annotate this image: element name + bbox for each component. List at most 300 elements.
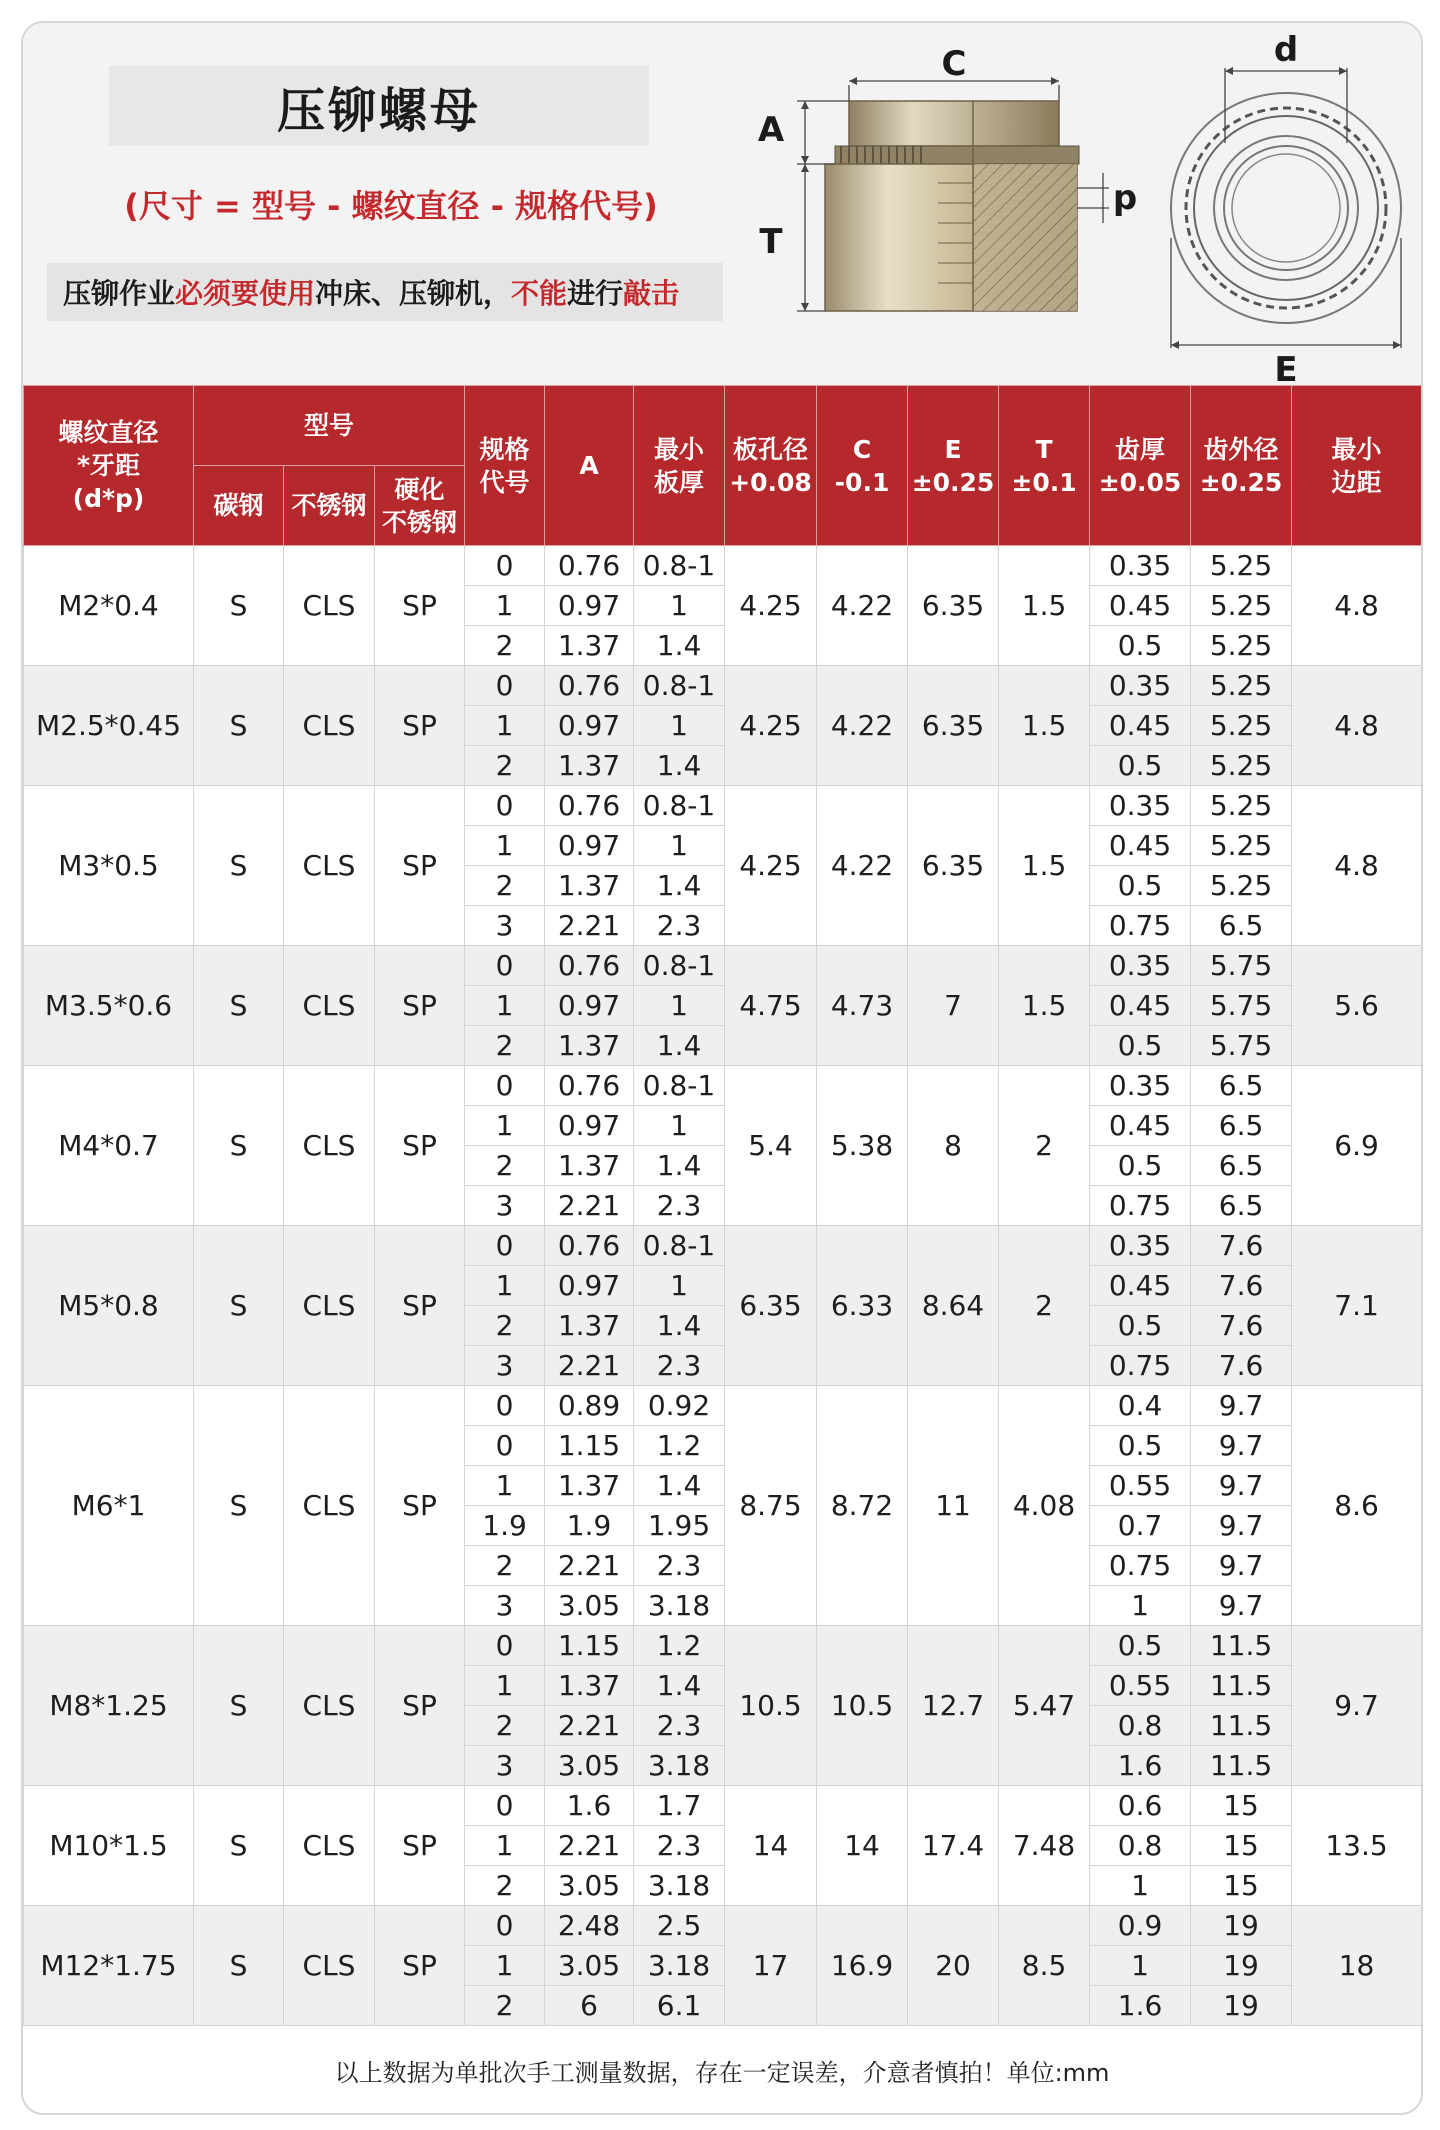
cell-min-plate: 1 (634, 826, 725, 866)
cell-code: 3 (465, 906, 545, 946)
cell-code: 2 (465, 1306, 545, 1346)
cell-code: 3 (465, 1586, 545, 1626)
cell-t: 1.5 (999, 546, 1090, 666)
cell-a: 1.37 (545, 626, 634, 666)
cell-tooth-thick: 1 (1090, 1946, 1191, 1986)
warning-part-4: 不能 (511, 277, 568, 310)
cell-code: 2 (465, 1986, 545, 2026)
cell-min-plate: 0.8-1 (634, 1066, 725, 1106)
cell-e: 8.64 (908, 1226, 999, 1386)
cell-e: 20 (908, 1906, 999, 2026)
cell-tooth-od: 11.5 (1191, 1746, 1292, 1786)
cell-t: 1.5 (999, 786, 1090, 946)
cell-tooth-thick: 0.55 (1090, 1666, 1191, 1706)
cell-min-plate: 2.5 (634, 1906, 725, 1946)
cell-code: 2 (465, 1706, 545, 1746)
cell-t: 8.5 (999, 1906, 1090, 2026)
cell-tooth-od: 7.6 (1191, 1226, 1292, 1266)
cell-tooth-od: 7.6 (1191, 1266, 1292, 1306)
cell-a: 0.97 (545, 1106, 634, 1146)
cell-tooth-od: 11.5 (1191, 1626, 1292, 1666)
cell-code: 1 (465, 1666, 545, 1706)
table-row (24, 1906, 1422, 1946)
cell-carbon: S (194, 666, 284, 786)
cell-hardened: SP (375, 1906, 465, 2026)
cell-a: 1.37 (545, 1306, 634, 1346)
cell-tooth-od: 9.7 (1191, 1546, 1292, 1586)
cell-tooth-od: 6.5 (1191, 1106, 1292, 1146)
cell-a: 0.97 (545, 986, 634, 1026)
cell-code: 1 (465, 986, 545, 1026)
th-min-edge: 最小 边距 (1292, 386, 1422, 546)
cell-min-plate: 2.3 (634, 1546, 725, 1586)
cell-hardened: SP (375, 1066, 465, 1226)
cell-hole: 17 (725, 1906, 817, 2026)
spec-group (24, 666, 1422, 786)
cell-tooth-od: 5.75 (1191, 1026, 1292, 1066)
cell-min-edge: 6.9 (1292, 1066, 1422, 1226)
cell-code: 2 (465, 626, 545, 666)
cell-tooth-thick: 0.8 (1090, 1826, 1191, 1866)
cell-code: 0 (465, 666, 545, 706)
cell-carbon: S (194, 786, 284, 946)
cell-tooth-od: 19 (1191, 1946, 1292, 1986)
cell-t: 1.5 (999, 666, 1090, 786)
cell-tooth-od: 6.5 (1191, 1066, 1292, 1106)
table-row (24, 1386, 1422, 1426)
cell-stainless: CLS (284, 546, 375, 666)
cell-code: 1.9 (465, 1506, 545, 1546)
cell-min-plate: 1 (634, 586, 725, 626)
th-hole: 板孔径 +0.08 (725, 386, 817, 546)
cell-code: 1 (465, 1466, 545, 1506)
cell-e: 7 (908, 946, 999, 1066)
cell-a: 0.97 (545, 1266, 634, 1306)
cell-hole: 4.75 (725, 946, 817, 1066)
cell-min-edge: 4.8 (1292, 666, 1422, 786)
cell-hole: 4.25 (725, 546, 817, 666)
cell-tooth-od: 5.25 (1191, 866, 1292, 906)
cell-c: 4.22 (817, 666, 908, 786)
cell-min-edge: 13.5 (1292, 1786, 1422, 1906)
cell-tooth-od: 5.25 (1191, 826, 1292, 866)
cell-min-plate: 1.4 (634, 1306, 725, 1346)
title-box (109, 66, 649, 146)
cell-min-plate: 1 (634, 706, 725, 746)
spec-group (24, 946, 1422, 1066)
warning-part-5: 进行 (567, 277, 624, 310)
cell-tooth-od: 11.5 (1191, 1706, 1292, 1746)
cell-min-plate: 1.4 (634, 626, 725, 666)
cell-stainless: CLS (284, 666, 375, 786)
cell-min-plate: 1.2 (634, 1626, 725, 1666)
cell-tooth-thick: 0.35 (1090, 1226, 1191, 1266)
cell-tooth-thick: 0.9 (1090, 1906, 1191, 1946)
cell-tooth-thick: 0.35 (1090, 1066, 1191, 1106)
cell-code: 2 (465, 866, 545, 906)
cell-min-plate: 3.18 (634, 1746, 725, 1786)
cell-code: 1 (465, 1106, 545, 1146)
label-p: p (1112, 178, 1138, 218)
cell-c: 4.22 (817, 546, 908, 666)
cell-min-plate: 1 (634, 1266, 725, 1306)
spec-group (24, 1626, 1422, 1786)
cell-c: 6.33 (817, 1226, 908, 1386)
cell-stainless: CLS (284, 1066, 375, 1226)
cell-a: 2.21 (545, 1546, 634, 1586)
cell-a: 3.05 (545, 1946, 634, 1986)
cell-code: 0 (465, 1426, 545, 1466)
cell-min-plate: 1.2 (634, 1426, 725, 1466)
top-view (1171, 30, 1401, 385)
size-formula: (尺寸 = 型号 - 螺纹直径 - 规格代号) (124, 187, 658, 225)
cell-code: 0 (465, 1226, 545, 1266)
cell-tooth-od: 5.25 (1191, 546, 1292, 586)
header-panel (23, 23, 1421, 385)
table-row (24, 546, 1422, 586)
nut-diagram (733, 23, 1421, 385)
cell-tooth-thick: 0.45 (1090, 586, 1191, 626)
table-row (24, 1226, 1422, 1266)
cell-stainless: CLS (284, 786, 375, 946)
cell-a: 0.97 (545, 586, 634, 626)
spec-group (24, 546, 1422, 666)
th-c: C -0.1 (817, 386, 908, 546)
cell-thread: M4*0.7 (24, 1066, 194, 1226)
cell-tooth-od: 5.75 (1191, 986, 1292, 1026)
cell-a: 1.37 (545, 746, 634, 786)
cell-min-edge: 18 (1292, 1906, 1422, 2026)
cell-tooth-thick: 0.75 (1090, 906, 1191, 946)
cell-c: 5.38 (817, 1066, 908, 1226)
cell-tooth-thick: 0.6 (1090, 1786, 1191, 1826)
spec-card (21, 21, 1423, 2115)
cell-carbon: S (194, 1066, 284, 1226)
cell-a: 1.6 (545, 1786, 634, 1826)
cell-hardened: SP (375, 546, 465, 666)
cell-c: 16.9 (817, 1906, 908, 2026)
cell-min-plate: 1.4 (634, 746, 725, 786)
cell-tooth-thick: 0.5 (1090, 1426, 1191, 1466)
cell-thread: M3*0.5 (24, 786, 194, 946)
cell-code: 0 (465, 546, 545, 586)
table-row (24, 1786, 1422, 1826)
cell-tooth-thick: 0.5 (1090, 746, 1191, 786)
cell-min-plate: 1.4 (634, 1666, 725, 1706)
cell-a: 1.37 (545, 1466, 634, 1506)
cell-tooth-thick: 0.35 (1090, 546, 1191, 586)
table-row (24, 946, 1422, 986)
th-stainless: 不锈钢 (284, 466, 375, 546)
warning-part-3: 冲床、压铆机， (315, 277, 512, 310)
table-row (24, 666, 1422, 706)
cell-a: 6 (545, 1986, 634, 2026)
cell-hardened: SP (375, 1626, 465, 1786)
cell-tooth-thick: 1 (1090, 1586, 1191, 1626)
cell-min-plate: 0.8-1 (634, 1226, 725, 1266)
cell-thread: M12*1.75 (24, 1906, 194, 2026)
spec-group (24, 1066, 1422, 1226)
th-e: E ±0.25 (908, 386, 999, 546)
cell-tooth-od: 19 (1191, 1986, 1292, 2026)
cell-min-plate: 1.4 (634, 1466, 725, 1506)
label-a: A (757, 110, 785, 150)
cell-thread: M5*0.8 (24, 1226, 194, 1386)
cell-code: 1 (465, 1946, 545, 1986)
cell-a: 2.21 (545, 1706, 634, 1746)
cell-min-plate: 0.8-1 (634, 946, 725, 986)
cell-min-plate: 3.18 (634, 1866, 725, 1906)
cell-a: 1.15 (545, 1626, 634, 1666)
cell-tooth-od: 6.5 (1191, 1186, 1292, 1226)
cell-carbon: S (194, 1786, 284, 1906)
cell-carbon: S (194, 1386, 284, 1626)
cell-e: 6.35 (908, 666, 999, 786)
cell-a: 0.76 (545, 666, 634, 706)
cell-tooth-thick: 0.35 (1090, 946, 1191, 986)
cell-tooth-thick: 0.5 (1090, 1026, 1191, 1066)
cell-tooth-od: 15 (1191, 1866, 1292, 1906)
cell-tooth-thick: 0.5 (1090, 1306, 1191, 1346)
cell-min-edge: 7.1 (1292, 1226, 1422, 1386)
cell-code: 0 (465, 1906, 545, 1946)
cell-tooth-thick: 0.7 (1090, 1506, 1191, 1546)
th-tooth-od: 齿外径 ±0.25 (1191, 386, 1292, 546)
cell-code: 1 (465, 706, 545, 746)
cell-tooth-od: 5.25 (1191, 586, 1292, 626)
cell-tooth-thick: 0.45 (1090, 1106, 1191, 1146)
cell-e: 6.35 (908, 546, 999, 666)
cell-hardened: SP (375, 786, 465, 946)
cell-tooth-od: 9.7 (1191, 1586, 1292, 1626)
cell-tooth-thick: 1 (1090, 1866, 1191, 1906)
cell-hole: 4.25 (725, 666, 817, 786)
cell-a: 0.76 (545, 1226, 634, 1266)
cell-a: 1.37 (545, 866, 634, 906)
side-view (758, 44, 1137, 311)
cell-min-edge: 8.6 (1292, 1386, 1422, 1626)
cell-a: 2.21 (545, 1186, 634, 1226)
cell-tooth-od: 7.6 (1191, 1346, 1292, 1386)
cell-min-plate: 2.3 (634, 1186, 725, 1226)
cell-thread: M2*0.4 (24, 546, 194, 666)
cell-tooth-thick: 0.4 (1090, 1386, 1191, 1426)
cell-carbon: S (194, 946, 284, 1066)
cell-thread: M2.5*0.45 (24, 666, 194, 786)
cell-tooth-od: 5.25 (1191, 626, 1292, 666)
label-t: T (759, 222, 783, 262)
table-row (24, 1066, 1422, 1106)
cell-a: 2.48 (545, 1906, 634, 1946)
cell-hole: 5.4 (725, 1066, 817, 1226)
cell-e: 11 (908, 1386, 999, 1626)
cell-a: 0.97 (545, 826, 634, 866)
cell-c: 4.22 (817, 786, 908, 946)
cell-hole: 4.25 (725, 786, 817, 946)
cell-stainless: CLS (284, 1906, 375, 2026)
cell-code: 2 (465, 1866, 545, 1906)
cell-code: 1 (465, 1826, 545, 1866)
cell-t: 1.5 (999, 946, 1090, 1066)
cell-e: 6.35 (908, 786, 999, 946)
cell-hole: 8.75 (725, 1386, 817, 1626)
cell-tooth-thick: 0.8 (1090, 1706, 1191, 1746)
cell-tooth-od: 19 (1191, 1906, 1292, 1946)
spec-table (23, 385, 1422, 2026)
cell-tooth-thick: 0.5 (1090, 1146, 1191, 1186)
cell-tooth-od: 7.6 (1191, 1306, 1292, 1346)
cell-thread: M3.5*0.6 (24, 946, 194, 1066)
th-a: A (545, 386, 634, 546)
cell-hardened: SP (375, 666, 465, 786)
cell-tooth-thick: 0.55 (1090, 1466, 1191, 1506)
cell-min-plate: 0.8-1 (634, 666, 725, 706)
cell-tooth-od: 9.7 (1191, 1386, 1292, 1426)
cell-thread: M8*1.25 (24, 1626, 194, 1786)
cell-e: 17.4 (908, 1786, 999, 1906)
cell-a: 0.76 (545, 786, 634, 826)
cell-a: 0.97 (545, 706, 634, 746)
cell-code: 2 (465, 1546, 545, 1586)
cell-code: 0 (465, 786, 545, 826)
cell-a: 1.37 (545, 1666, 634, 1706)
cell-min-plate: 1 (634, 986, 725, 1026)
cell-e: 12.7 (908, 1626, 999, 1786)
cell-min-plate: 2.3 (634, 1706, 725, 1746)
cell-c: 14 (817, 1786, 908, 1906)
usage-warning (47, 263, 723, 321)
cell-code: 1 (465, 1266, 545, 1306)
cell-tooth-thick: 0.5 (1090, 1626, 1191, 1666)
cell-tooth-od: 5.25 (1191, 786, 1292, 826)
cell-tooth-thick: 0.35 (1090, 666, 1191, 706)
label-e: E (1274, 350, 1298, 385)
cell-code: 2 (465, 746, 545, 786)
cell-min-plate: 2.3 (634, 1826, 725, 1866)
page-title: 压铆螺母 (276, 82, 481, 139)
spec-group (24, 1906, 1422, 2026)
cell-tooth-thick: 0.5 (1090, 626, 1191, 666)
cell-min-plate: 1.4 (634, 866, 725, 906)
cell-t: 2 (999, 1226, 1090, 1386)
cell-stainless: CLS (284, 1626, 375, 1786)
cell-code: 0 (465, 1626, 545, 1666)
cell-hole: 6.35 (725, 1226, 817, 1386)
cell-min-plate: 1.4 (634, 1146, 725, 1186)
cell-hole: 14 (725, 1786, 817, 1906)
cell-min-plate: 0.92 (634, 1386, 725, 1426)
cell-min-plate: 3.18 (634, 1586, 725, 1626)
cell-a: 0.76 (545, 546, 634, 586)
cell-c: 8.72 (817, 1386, 908, 1626)
cell-t: 2 (999, 1066, 1090, 1226)
cell-c: 10.5 (817, 1626, 908, 1786)
cell-tooth-od: 6.5 (1191, 906, 1292, 946)
cell-code: 0 (465, 946, 545, 986)
cell-code: 1 (465, 586, 545, 626)
cell-tooth-thick: 0.75 (1090, 1346, 1191, 1386)
cell-min-plate: 1.7 (634, 1786, 725, 1826)
cell-t: 4.08 (999, 1386, 1090, 1626)
cell-a: 1.37 (545, 1026, 634, 1066)
cell-tooth-thick: 0.45 (1090, 826, 1191, 866)
cell-min-plate: 6.1 (634, 1986, 725, 2026)
spec-group (24, 1386, 1422, 1626)
spec-group (24, 786, 1422, 946)
cell-carbon: S (194, 1906, 284, 2026)
cell-code: 2 (465, 1026, 545, 1066)
cell-tooth-thick: 0.45 (1090, 706, 1191, 746)
cell-a: 1.37 (545, 1146, 634, 1186)
cell-tooth-thick: 0.45 (1090, 1266, 1191, 1306)
cell-stainless: CLS (284, 1786, 375, 1906)
th-tooth-thick: 齿厚 ±0.05 (1090, 386, 1191, 546)
cell-code: 2 (465, 1146, 545, 1186)
cell-t: 5.47 (999, 1626, 1090, 1786)
cell-tooth-od: 15 (1191, 1826, 1292, 1866)
cell-tooth-od: 5.25 (1191, 746, 1292, 786)
cell-tooth-thick: 1.6 (1090, 1746, 1191, 1786)
table-row (24, 786, 1422, 826)
cell-min-plate: 0.8-1 (634, 546, 725, 586)
cell-code: 0 (465, 1786, 545, 1826)
cell-code: 3 (465, 1746, 545, 1786)
cell-min-plate: 0.8-1 (634, 786, 725, 826)
cell-thread: M6*1 (24, 1386, 194, 1626)
cell-tooth-thick: 0.75 (1090, 1186, 1191, 1226)
cell-tooth-od: 15 (1191, 1786, 1292, 1826)
cell-min-edge: 9.7 (1292, 1626, 1422, 1786)
cell-a: 2.21 (545, 906, 634, 946)
cell-hardened: SP (375, 1386, 465, 1626)
th-hardened: 硬化 不锈钢 (375, 466, 465, 546)
cell-min-plate: 2.3 (634, 1346, 725, 1386)
cell-stainless: CLS (284, 1386, 375, 1626)
cell-tooth-od: 9.7 (1191, 1426, 1292, 1466)
warning-part-2: 必须要使用 (175, 277, 316, 310)
cell-tooth-od: 5.25 (1191, 666, 1292, 706)
cell-code: 0 (465, 1386, 545, 1426)
cell-tooth-od: 6.5 (1191, 1146, 1292, 1186)
cell-hole: 10.5 (725, 1626, 817, 1786)
label-d: d (1273, 30, 1299, 70)
cell-stainless: CLS (284, 1226, 375, 1386)
label-c: C (941, 44, 967, 84)
cell-tooth-od: 11.5 (1191, 1666, 1292, 1706)
th-t: T ±0.1 (999, 386, 1090, 546)
cell-min-edge: 4.8 (1292, 786, 1422, 946)
cell-a: 3.05 (545, 1746, 634, 1786)
cell-hardened: SP (375, 1226, 465, 1386)
cell-carbon: S (194, 1226, 284, 1386)
cell-a: 1.15 (545, 1426, 634, 1466)
cell-code: 0 (465, 1066, 545, 1106)
cell-t: 7.48 (999, 1786, 1090, 1906)
cell-stainless: CLS (284, 946, 375, 1066)
cell-tooth-thick: 0.35 (1090, 786, 1191, 826)
cell-a: 1.9 (545, 1506, 634, 1546)
cell-tooth-thick: 0.75 (1090, 1546, 1191, 1586)
cell-a: 0.89 (545, 1386, 634, 1426)
cell-tooth-od: 5.25 (1191, 706, 1292, 746)
th-code: 规格 代号 (465, 386, 545, 546)
th-model: 型号 (194, 386, 465, 466)
spec-group (24, 1786, 1422, 1906)
cell-a: 2.21 (545, 1346, 634, 1386)
cell-hardened: SP (375, 1786, 465, 1906)
cell-a: 3.05 (545, 1866, 634, 1906)
cell-min-plate: 2.3 (634, 906, 725, 946)
